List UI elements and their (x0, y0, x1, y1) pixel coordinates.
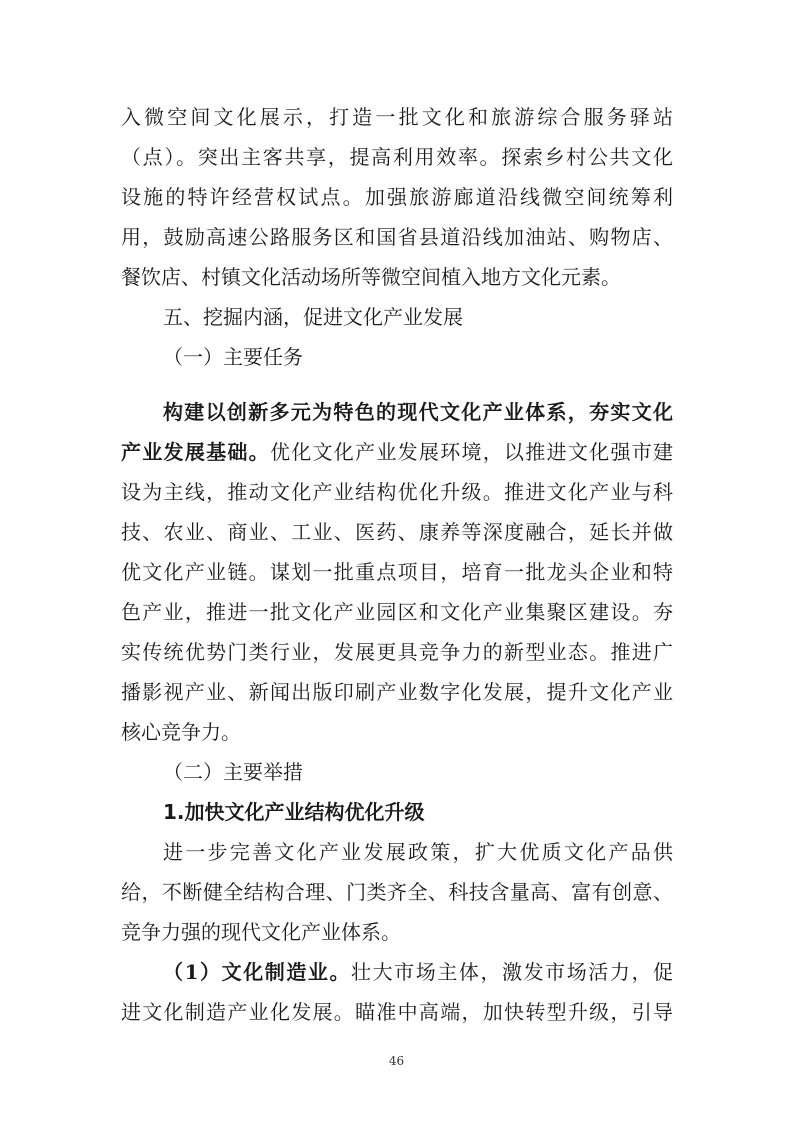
paragraph-line: 设施的特许经营权试点。加强旅游廊道沿线微空间统筹利 (121, 185, 673, 209)
item-heading: 1.加快文化产业结构优化升级 (163, 800, 425, 824)
paragraph-line: 播影视产业、新闻出版印刷产业数字化发展，提升文化产业 (121, 680, 673, 704)
bold-lead: 产业发展基础。 (121, 440, 270, 464)
paragraph-line (163, 957, 673, 987)
paragraph-line: 色产业，推进一批文化产业园区和文化产业集聚区建设。夯 (121, 600, 673, 624)
paragraph-line: 优文化产业链。谋划一批重点项目，培育一批龙头企业和特 (121, 560, 673, 584)
section-heading: 五、挖掘内涵，促进文化产业发展 (163, 305, 463, 329)
paragraph-line: 进文化制造产业化发展。瞄准中高端，加快转型升级，引导 (121, 1000, 673, 1024)
paragraph-text: 优化文化产业发展环境，以推进文化强市建 (269, 440, 673, 464)
subsection-heading: （一）主要任务 (163, 345, 303, 369)
bold-lead: 构建以创新多元为特色的现代文化产业体系，夯实文化 (163, 400, 673, 424)
paragraph-line: 技、农业、商业、工业、医药、康养等深度融合，延长并做 (121, 520, 673, 544)
subsection-heading: （二）主要举措 (163, 760, 303, 784)
paragraph-line: 给，不断健全结构合理、门类齐全、科技含量高、富有创意、 (121, 880, 673, 904)
paragraph-line (121, 437, 673, 467)
page-number: 46 (388, 1054, 405, 1068)
paragraph-line: （点）。突出主客共享，提高利用效率。探索乡村公共文化 (121, 145, 673, 169)
paragraph-line: 进一步完善文化产业发展政策，扩大优质文化产品供 (163, 840, 673, 864)
paragraph-line: 入微空间文化展示，打造一批文化和旅游综合服务驿站 (121, 105, 673, 129)
paragraph-line: 竞争力强的现代文化产业体系。 (121, 920, 401, 944)
paragraph-line: 实传统优势门类行业，发展更具竞争力的新型业态。推进广 (121, 640, 673, 664)
paragraph-line: 餐饮店、村镇文化活动场所等微空间植入地方文化元素。 (121, 265, 621, 289)
paragraph-line: 设为主线，推动文化产业结构优化升级。推进文化产业与科 (121, 480, 673, 504)
paragraph-line: 用，鼓励高速公路服务区和国省县道沿线加油站、购物店、 (121, 225, 673, 249)
paragraph-text: 壮大市场主体，激发市场活力，促 (351, 960, 673, 984)
bold-lead: （1）文化制造业。 (163, 960, 352, 984)
paragraph-line: 核心竞争力。 (121, 720, 241, 744)
paragraph-line (163, 397, 673, 427)
